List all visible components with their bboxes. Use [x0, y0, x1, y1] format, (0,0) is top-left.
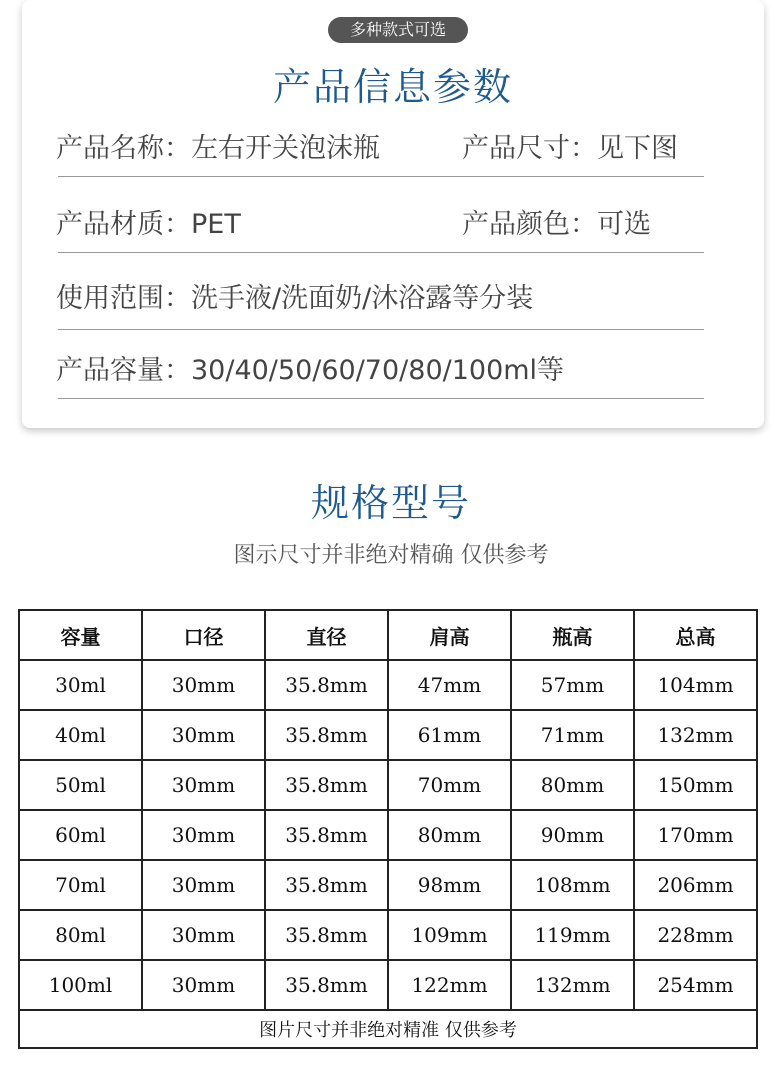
header-diameter: 直径 — [265, 610, 388, 660]
cell-diameter: 35.8mm — [265, 660, 388, 710]
cell-capacity: 70ml — [19, 860, 142, 910]
product-capacity: 产品容量：30/40/50/60/70/80/100ml等 — [56, 355, 565, 386]
product-size: 产品尺寸：见下图 — [462, 133, 678, 164]
cell-shoulder-height: 122mm — [388, 960, 511, 1010]
cell-neck: 30mm — [142, 810, 265, 860]
header-total-height: 总高 — [634, 610, 757, 660]
cell-capacity: 30ml — [19, 660, 142, 710]
header-neck: 口径 — [142, 610, 265, 660]
table-row — [19, 860, 757, 910]
divider — [58, 252, 704, 253]
table-row — [19, 910, 757, 960]
cell-diameter: 35.8mm — [265, 760, 388, 810]
cell-bottle-height: 132mm — [511, 960, 634, 1010]
header-shoulder-height: 肩高 — [388, 610, 511, 660]
cell-total-height: 104mm — [634, 660, 757, 710]
cell-bottle-height: 90mm — [511, 810, 634, 860]
table-row — [19, 810, 757, 860]
cell-capacity: 80ml — [19, 910, 142, 960]
cell-neck: 30mm — [142, 760, 265, 810]
product-color: 产品颜色：可选 — [462, 209, 651, 240]
info-title: 产品信息参数 — [272, 65, 513, 109]
cell-neck: 30mm — [142, 710, 265, 760]
cell-total-height: 170mm — [634, 810, 757, 860]
header-bottle-height: 瓶高 — [511, 610, 634, 660]
cell-total-height: 254mm — [634, 960, 757, 1010]
divider — [58, 329, 704, 330]
cell-bottle-height: 119mm — [511, 910, 634, 960]
cell-shoulder-height: 70mm — [388, 760, 511, 810]
cell-bottle-height: 108mm — [511, 860, 634, 910]
cell-shoulder-height: 109mm — [388, 910, 511, 960]
spec-table — [18, 609, 758, 1049]
table-footnote: 图片尺寸并非绝对精准 仅供参考 — [19, 1010, 757, 1048]
cell-shoulder-height: 47mm — [388, 660, 511, 710]
cell-total-height: 132mm — [634, 710, 757, 760]
cell-shoulder-height: 61mm — [388, 710, 511, 760]
cell-bottle-height: 57mm — [511, 660, 634, 710]
cell-diameter: 35.8mm — [265, 810, 388, 860]
cell-diameter: 35.8mm — [265, 910, 388, 960]
cell-neck: 30mm — [142, 660, 265, 710]
product-material: 产品材质：PET — [56, 209, 241, 240]
table-footer-row — [19, 1010, 757, 1048]
cell-capacity: 50ml — [19, 760, 142, 810]
cell-diameter: 35.8mm — [265, 860, 388, 910]
table-header-row — [19, 610, 757, 660]
divider — [58, 398, 704, 399]
cell-total-height: 228mm — [634, 910, 757, 960]
cell-neck: 30mm — [142, 960, 265, 1010]
cell-shoulder-height: 98mm — [388, 860, 511, 910]
cell-diameter: 35.8mm — [265, 710, 388, 760]
spec-subtitle: 图示尺寸并非绝对精确 仅供参考 — [233, 543, 549, 568]
cell-total-height: 150mm — [634, 760, 757, 810]
table-row — [19, 960, 757, 1010]
styles-badge: 多种款式可选 — [328, 17, 468, 43]
spec-title: 规格型号 — [310, 481, 471, 525]
product-info-card — [22, 0, 764, 428]
cell-diameter: 35.8mm — [265, 960, 388, 1010]
table-row — [19, 710, 757, 760]
cell-capacity: 100ml — [19, 960, 142, 1010]
table-row — [19, 760, 757, 810]
cell-capacity: 40ml — [19, 710, 142, 760]
cell-capacity: 60ml — [19, 810, 142, 860]
header-capacity: 容量 — [19, 610, 142, 660]
divider — [58, 176, 704, 177]
product-usage: 使用范围：洗手液/洗面奶/沐浴露等分装 — [56, 283, 534, 314]
cell-neck: 30mm — [142, 860, 265, 910]
cell-neck: 30mm — [142, 910, 265, 960]
cell-total-height: 206mm — [634, 860, 757, 910]
product-name: 产品名称：左右开关泡沫瓶 — [56, 133, 380, 164]
cell-shoulder-height: 80mm — [388, 810, 511, 860]
cell-bottle-height: 71mm — [511, 710, 634, 760]
table-row — [19, 660, 757, 710]
cell-bottle-height: 80mm — [511, 760, 634, 810]
